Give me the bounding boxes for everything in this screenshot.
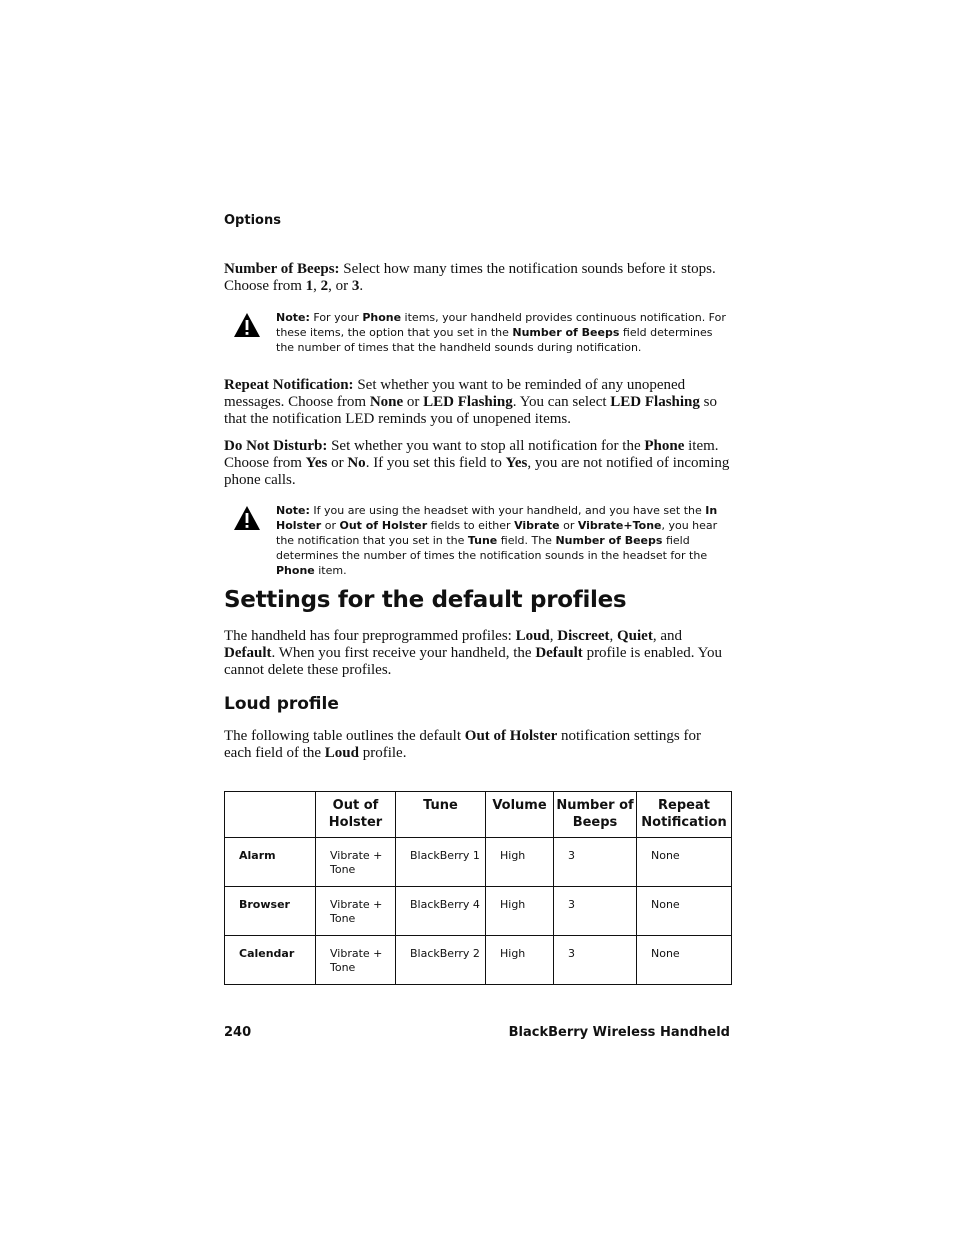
table-cell: Vibrate + Tone	[316, 838, 396, 887]
table-cell: None	[637, 838, 732, 887]
section-heading: Settings for the default profiles	[224, 587, 627, 613]
subsection-heading: Loud profile	[224, 694, 339, 714]
warning-icon	[233, 312, 261, 338]
table-cell: 3	[554, 936, 637, 985]
row-header: Alarm	[225, 838, 316, 887]
table-cell: BlackBerry 1	[396, 838, 486, 887]
table-cell: High	[486, 887, 554, 936]
loud-intro-paragraph: The following table outlines the default Out of Holster notification settings for each field of the Loud profile.	[224, 728, 701, 761]
note-phone-items: Note: For your Phone items, your handheld provides continuous notification. For these items, the option that you set in the Number of Beeps field determines the number of times that the handheld sounds during notification.	[276, 311, 726, 354]
column-header: Repeat Notification	[637, 792, 732, 838]
row-header: Browser	[225, 887, 316, 936]
running-header: Options	[224, 213, 281, 228]
table-header-row	[225, 792, 732, 838]
column-header: Volume	[486, 792, 554, 838]
table-cell: BlackBerry 2	[396, 936, 486, 985]
table-cell: 3	[554, 887, 637, 936]
table-cell: High	[486, 838, 554, 887]
column-header: Out of Holster	[316, 792, 396, 838]
row-header: Calendar	[225, 936, 316, 985]
table-row	[225, 887, 732, 936]
note-headset: Note: If you are using the headset with your handheld, and you have set the In Holster or Out of Holster fields to either Vibrate or Vibrate+Tone, you hear the notification that you set in the Tune field. The Number of Beeps field determines the number of times the notification sounds in the headset for the Phone item.	[276, 504, 718, 577]
term-label: Number of Beeps:	[224, 261, 340, 277]
table-cell: None	[637, 887, 732, 936]
number-of-beeps-paragraph: Number of Beeps: Select how many times the notification sounds before it stops. Choose from 1, 2, or 3.	[224, 261, 716, 294]
table-cell: High	[486, 936, 554, 985]
table-cell: Vibrate + Tone	[316, 887, 396, 936]
column-header	[225, 792, 316, 838]
table-cell: 3	[554, 838, 637, 887]
table-cell: Vibrate + Tone	[316, 936, 396, 985]
table-row	[225, 936, 732, 985]
repeat-notification-paragraph: Repeat Notification: Set whether you want to be reminded of any unopened messages. Choose from None or LED Flashing. You can select LED Flashing so that the notification LED reminds you of unopened items.	[224, 377, 717, 427]
page-number: 240	[224, 1025, 252, 1040]
running-footer-title: BlackBerry Wireless Handheld	[508, 1025, 730, 1040]
do-not-disturb-paragraph: Do Not Disturb: Set whether you want to stop all notification for the Phone item. Choose from Yes or No. If you set this field to Yes, you are not notified of incoming phone calls.	[224, 438, 730, 488]
column-header: Tune	[396, 792, 486, 838]
table-cell: None	[637, 936, 732, 985]
table-cell: BlackBerry 4	[396, 887, 486, 936]
column-header: Number of Beeps	[554, 792, 637, 838]
warning-icon	[233, 505, 261, 531]
loud-profile-table	[224, 791, 732, 985]
profiles-intro-paragraph: The handheld has four preprogrammed profiles: Loud, Discreet, Quiet, and Default. When you first receive your handheld, the Default profile is enabled. You cannot delete these profiles.	[224, 628, 722, 678]
table-row	[225, 838, 732, 887]
